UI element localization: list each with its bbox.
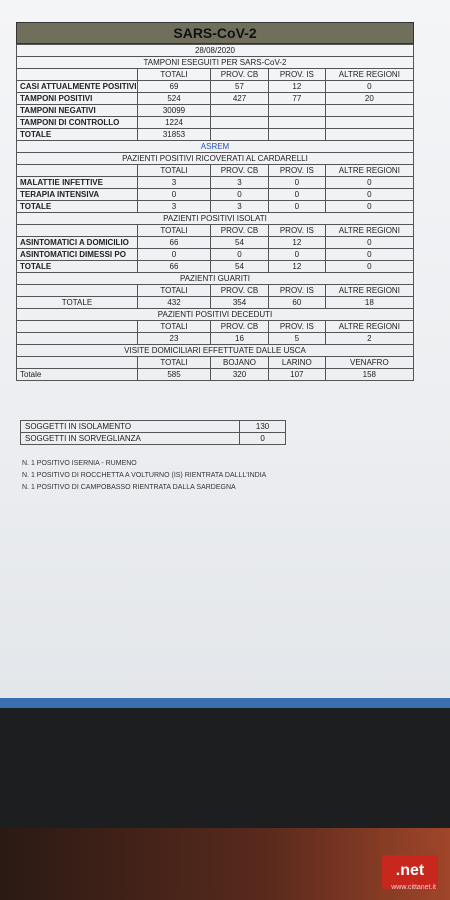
value-cell: 3	[211, 201, 269, 213]
table-row	[17, 141, 414, 153]
table-row	[17, 225, 414, 237]
column-header: TOTALI	[137, 165, 210, 177]
section-header: PAZIENTI POSITIVI RICOVERATI AL CARDARELLI	[17, 153, 414, 165]
value-cell: 12	[268, 237, 325, 249]
blank-cell	[17, 225, 138, 237]
value-cell: 0	[137, 189, 210, 201]
table-row	[17, 237, 414, 249]
value-cell: 31853	[137, 129, 210, 141]
row-label: TAMPONI DI CONTROLLO	[17, 117, 138, 129]
table-row	[17, 273, 414, 285]
blank-cell	[17, 333, 138, 345]
value-cell	[211, 105, 269, 117]
soggetti-table	[20, 420, 286, 445]
value-cell: 0	[268, 189, 325, 201]
table-row	[17, 57, 414, 69]
column-header: PROV. CB	[211, 321, 269, 333]
row-label: TAMPONI NEGATIVI	[17, 105, 138, 117]
note-line: N. 1 POSITIVO DI CAMPOBASSO RIENTRATA DALLA SARDEGNA	[22, 484, 236, 491]
column-header: PROV. CB	[211, 285, 269, 297]
value-cell: 0	[325, 237, 413, 249]
value-cell: 0	[325, 189, 413, 201]
value-cell: 5	[268, 333, 325, 345]
monitor-bezel	[0, 708, 450, 828]
section-header: VISITE DOMICILIARI EFFETTUATE DALLE USCA	[17, 345, 414, 357]
value-cell: 354	[211, 297, 269, 309]
watermark-site: www.cittanet.it	[391, 884, 436, 891]
column-header: PROV. CB	[211, 69, 269, 81]
table-row	[17, 81, 414, 93]
table-row	[17, 213, 414, 225]
column-header: PROV. CB	[211, 165, 269, 177]
value-cell: 54	[211, 261, 269, 273]
value-cell	[325, 129, 413, 141]
value-cell: 0	[325, 249, 413, 261]
note-line: N. 1 POSITIVO DI ROCCHETTA A VOLTURNO (IS) RIENTRATA DALLL'INDIA	[22, 472, 267, 479]
value-cell: 107	[268, 369, 325, 381]
value-cell: 20	[325, 93, 413, 105]
blank-cell	[17, 165, 138, 177]
value-cell: 432	[137, 297, 210, 309]
table-row	[17, 333, 414, 345]
section-header: PAZIENTI GUARITI	[17, 273, 414, 285]
table-row	[17, 129, 414, 141]
value-cell: 0	[137, 249, 210, 261]
table-row	[17, 249, 414, 261]
value-cell: 66	[137, 237, 210, 249]
value-cell	[325, 105, 413, 117]
value-cell: 12	[268, 81, 325, 93]
table-row	[17, 177, 414, 189]
value-cell: 12	[268, 261, 325, 273]
column-header: PROV. IS	[268, 225, 325, 237]
value-cell: 3	[137, 201, 210, 213]
value-cell: 0	[268, 249, 325, 261]
value-cell	[268, 129, 325, 141]
value-cell: 524	[137, 93, 210, 105]
column-header: ALTRE REGIONI	[325, 69, 413, 81]
column-header: PROV. CB	[211, 225, 269, 237]
table-row	[17, 309, 414, 321]
value-cell: 0	[325, 81, 413, 93]
row-label: TOTALE	[17, 129, 138, 141]
value-cell: 30099	[137, 105, 210, 117]
table-row	[17, 297, 414, 309]
spreadsheet	[16, 22, 414, 381]
row-label: TERAPIA INTENSIVA	[17, 189, 138, 201]
value-cell: 66	[137, 261, 210, 273]
value-cell	[268, 117, 325, 129]
value-cell: 69	[137, 81, 210, 93]
table-row	[17, 165, 414, 177]
sheet-title: SARS-CoV-2	[16, 22, 414, 44]
report-date: 28/08/2020	[17, 45, 414, 57]
value-cell: 23	[137, 333, 210, 345]
value-cell	[325, 117, 413, 129]
column-header: ALTRE REGIONI	[325, 165, 413, 177]
value-cell: 0	[211, 189, 269, 201]
table-row	[17, 105, 414, 117]
value-cell: 585	[137, 369, 210, 381]
soggetti-value: 130	[240, 421, 286, 433]
column-header: VENAFRO	[325, 357, 413, 369]
table-row	[17, 153, 414, 165]
value-cell: 0	[325, 201, 413, 213]
column-header: TOTALI	[137, 225, 210, 237]
table-row	[17, 69, 414, 81]
table-row	[17, 369, 414, 381]
table-row	[17, 201, 414, 213]
row-label: CASI ATTUALMENTE POSITIVI	[17, 81, 138, 93]
soggetti-label: SOGGETTI IN ISOLAMENTO	[21, 421, 240, 433]
blank-cell	[17, 285, 138, 297]
column-header: PROV. IS	[268, 69, 325, 81]
taskbar	[0, 698, 450, 708]
section-header: TAMPONI ESEGUITI PER SARS-CoV-2	[17, 57, 414, 69]
value-cell: 3	[211, 177, 269, 189]
soggetti-label: SOGGETTI IN SORVEGLIANZA	[21, 433, 240, 445]
value-cell: 320	[211, 369, 269, 381]
value-cell: 57	[211, 81, 269, 93]
value-cell: 0	[268, 201, 325, 213]
table-row	[21, 433, 286, 445]
table-row	[21, 421, 286, 433]
table-row	[17, 45, 414, 57]
notes	[22, 458, 266, 494]
report-table	[16, 44, 414, 381]
value-cell: 60	[268, 297, 325, 309]
blank-cell	[17, 69, 138, 81]
column-header: BOJANO	[211, 357, 269, 369]
section-header: PAZIENTI POSITIVI DECEDUTI	[17, 309, 414, 321]
value-cell: 77	[268, 93, 325, 105]
value-cell: 0	[211, 249, 269, 261]
table-row	[17, 117, 414, 129]
column-header: LARINO	[268, 357, 325, 369]
row-label: ASINTOMATICI DIMESSI PO	[17, 249, 138, 261]
value-cell: 3	[137, 177, 210, 189]
table-row	[17, 285, 414, 297]
value-cell	[211, 117, 269, 129]
row-label: TOTALE	[17, 261, 138, 273]
asrem-label: ASREM	[17, 141, 414, 153]
column-header: TOTALI	[137, 321, 210, 333]
blank-cell	[17, 321, 138, 333]
table-row	[17, 321, 414, 333]
value-cell: 1224	[137, 117, 210, 129]
column-header: TOTALI	[137, 69, 210, 81]
blank-cell	[17, 357, 138, 369]
value-cell: 16	[211, 333, 269, 345]
column-header: ALTRE REGIONI	[325, 321, 413, 333]
row-label: ASINTOMATICI A DOMICILIO	[17, 237, 138, 249]
column-header: ALTRE REGIONI	[325, 225, 413, 237]
value-cell	[268, 105, 325, 117]
row-label: TOTALE	[17, 297, 138, 309]
column-header: TOTALI	[137, 285, 210, 297]
value-cell	[211, 129, 269, 141]
value-cell: 0	[325, 177, 413, 189]
soggetti-value: 0	[240, 433, 286, 445]
table-row	[17, 261, 414, 273]
value-cell: 0	[268, 177, 325, 189]
value-cell: 158	[325, 369, 413, 381]
column-header: TOTALI	[137, 357, 210, 369]
row-label: TOTALE	[17, 201, 138, 213]
value-cell: 18	[325, 297, 413, 309]
column-header: PROV. IS	[268, 285, 325, 297]
row-label: Totale	[17, 369, 138, 381]
table-row	[17, 357, 414, 369]
table-row	[17, 93, 414, 105]
value-cell: 2	[325, 333, 413, 345]
row-label: TAMPONI POSITIVI	[17, 93, 138, 105]
column-header: PROV. IS	[268, 321, 325, 333]
table-row	[17, 345, 414, 357]
row-label: MALATTIE INFETTIVE	[17, 177, 138, 189]
column-header: PROV. IS	[268, 165, 325, 177]
watermark-logo: .net	[382, 855, 438, 889]
section-header: PAZIENTI POSITIVI ISOLATI	[17, 213, 414, 225]
table-row	[17, 189, 414, 201]
value-cell: 427	[211, 93, 269, 105]
note-line: N. 1 POSITIVO ISERNIA - RUMENO	[22, 460, 137, 467]
value-cell: 54	[211, 237, 269, 249]
column-header: ALTRE REGIONI	[325, 285, 413, 297]
value-cell: 0	[325, 261, 413, 273]
